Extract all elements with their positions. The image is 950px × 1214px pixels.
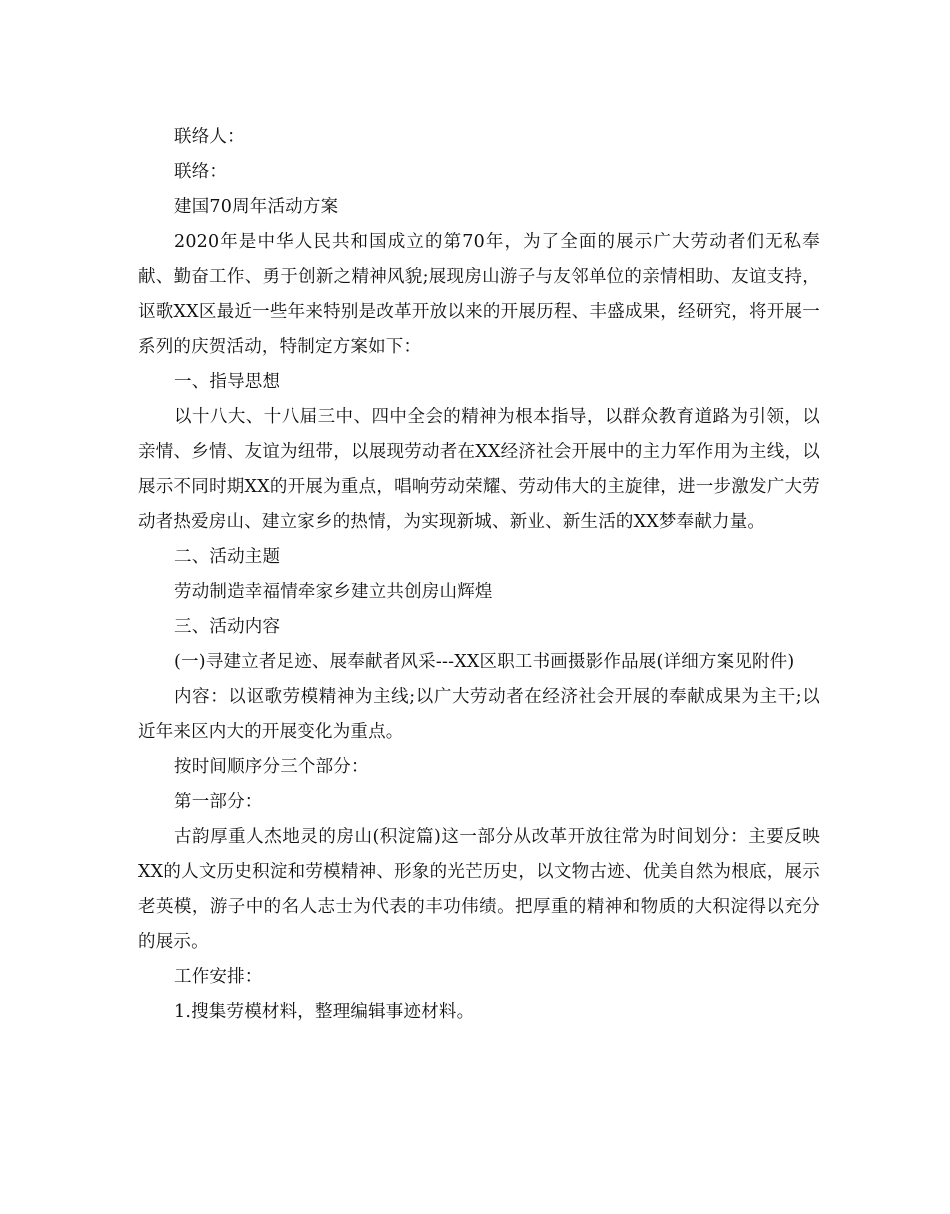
exhibition-content-paragraph: 内容：以讴歌劳模精神为主线;以广大劳动者在经济社会开展的奉献成果为主干;以近年来区内大的开展变化为重点。 <box>138 687 820 742</box>
intro-paragraph: 2020年是中华人民共和国成立的第70年，为了全面的展示广大劳动者们无私奉献、勤奋工作、勇于创新之精神风貌;展现房山游子与友邻单位的亲情相助、友谊支持，讴歌XX区最近一些年来特别是改革开放以来的开展历程、丰盛成果，经研究，将开展一系列的庆贺活动，特制定方案如下： <box>138 232 820 357</box>
part-one-paragraph: 古韵厚重人杰地灵的房山(积淀篇)这一部分从改革开放往常为时间划分：主要反映XX的人文历史积淀和劳模精神、形象的光芒历史，以文物古迹、优美自然为根底，展示老英模，游子中的名人志士为代表的丰功伟绩。把厚重的精神和物质的大积淀得以充分的展示。 <box>138 827 820 952</box>
work-arrangement-heading: 工作安排： <box>174 967 263 987</box>
section-heading-content: 三、活动内容 <box>174 617 281 637</box>
work-item-1: 1.搜集劳模材料，整理编辑事迹材料。 <box>174 1002 475 1022</box>
section-heading-guiding-thought: 一、指导思想 <box>174 372 281 392</box>
contact-person-line: 联络人： <box>174 127 245 147</box>
guiding-thought-paragraph: 以十八大、十八届三中、四中全会的精神为根本指导，以群众教育道路为引领，以亲情、乡情、友谊为纽带，以展现劳动者在XX经济社会开展中的主力军作用为主线，以展示不同时期XX的开展为重点，唱响劳动荣耀、劳动伟大的主旋律，进一步激发广大劳动者热爱房山、建立家乡的热情，为实现新城、新业、新生活的XX梦奉献力量。 <box>138 407 820 532</box>
document-body <box>138 120 820 1030</box>
section-heading-theme: 二、活动主题 <box>174 547 281 567</box>
theme-paragraph: 劳动制造幸福情牵家乡建立共创房山辉煌 <box>174 582 493 602</box>
part-one-heading: 第一部分： <box>174 792 263 812</box>
contact-line: 联络： <box>174 162 228 182</box>
chronological-parts-line: 按时间顺序分三个部分： <box>174 757 369 777</box>
document-title: 建国70周年活动方案 <box>174 197 339 217</box>
subsection-exhibition: (一)寻建立者足迹、展奉献者风采---XX区职工书画摄影作品展(详细方案见附件) <box>174 652 795 672</box>
